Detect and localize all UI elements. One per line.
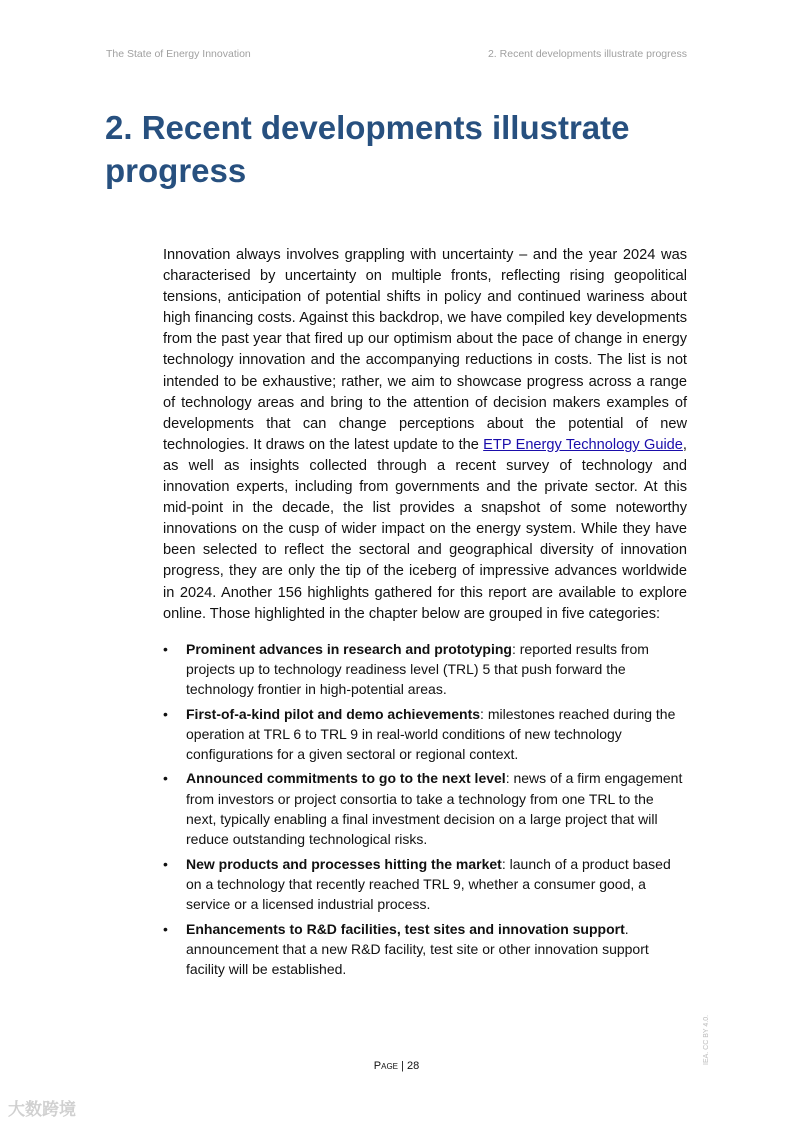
etp-guide-link[interactable]: ETP Energy Technology Guide: [483, 436, 683, 453]
running-header-section: 2. Recent developments illustrate progress: [487, 48, 687, 60]
bullet-icon: •: [163, 920, 168, 937]
bullet-icon: •: [163, 855, 168, 872]
running-header-title: The State of Energy Innovation: [106, 48, 251, 60]
item-heading: First-of-a-kind pilot and demo achievements: [186, 705, 481, 722]
list-item: [163, 768, 687, 849]
page-number: 28: [406, 1060, 420, 1072]
item-text: : news of a firm engagement from investors or project consortia to take a technology from one TRL to the next, typically enabling a final investment decision on a large project that will reduce outstanding technological risks.: [186, 770, 683, 848]
paragraph-text: , as well as insights collected through a recent survey of technology and innovation experts, including from governments and the private sector. At this mid-point in the decade, the list provides a snapshot of some noteworthy innovations on the cusp of wider impact on the energy system. While they have been selected to reflect the sectoral and geographical diversity of innovation progress, they are only the tip of the iceberg of impressive advances worldwide in 2024. Another 156 highlights gathered for this report are available to explore online. Those highlighted in the chapter below are grouped in five categories:: [163, 436, 687, 622]
item-heading: New products and processes hitting the market: [186, 855, 502, 872]
item-heading: Announced commitments to go to the next level: [186, 770, 506, 787]
page-footer: [0, 1060, 793, 1072]
bullet-icon: •: [163, 705, 168, 722]
list-item: [163, 854, 687, 915]
page-title: 2. Recent developments illustrate progress: [105, 109, 630, 189]
paragraph-text: Innovation always involves grappling with uncertainty – and the year 2024 was characterised by uncertainty on multiple fronts, reflecting rising geopolitical tensions, anticipation of potential shifts in policy and continued wariness about high financing costs. Against this backdrop, we have compiled key developments from the past year that fired up our optimism about the pace of change in energy technology innovation and the accompanying reductions in costs. The list is not intended to be exhaustive; rather, we aim to showcase progress across a range of technology areas and bring to the attention of decision makers examples of developments that can change perceptions about the potential of new technologies. It draws on the latest update to the: [163, 247, 687, 453]
bullet-icon: •: [163, 640, 168, 657]
page-label: Page: [373, 1060, 398, 1072]
list-item: [163, 639, 687, 700]
bullet-icon: •: [163, 770, 168, 787]
intro-paragraph: [163, 245, 687, 625]
item-heading: Prominent advances in research and prototyping: [186, 640, 512, 657]
body-text: [163, 245, 687, 983]
separator: |: [398, 1060, 407, 1072]
item-text: : launch of a product based on a technology that recently reached TRL 9, whether a consumer good, a service or a licensed industrial process.: [186, 855, 671, 913]
license-note: IEA. CC BY 4.0.: [703, 1014, 710, 1065]
watermark: 大数跨境: [8, 1100, 76, 1119]
list-item: [163, 919, 687, 980]
item-text: : reported results from projects up to technology readiness level (TRL) 5 that push forward the technology frontier in high-potential areas.: [186, 640, 649, 698]
item-text: . announcement that a new R&D facility, test site or other innovation support facility will be established.: [186, 920, 649, 978]
category-list: [163, 639, 687, 980]
item-text: : milestones reached during the operation at TRL 6 to TRL 9 in real-world conditions of new technology configurations for a given sectoral or regional context.: [186, 705, 676, 763]
item-heading: Enhancements to R&D facilities, test sites and innovation support: [186, 920, 625, 937]
list-item: [163, 704, 687, 765]
